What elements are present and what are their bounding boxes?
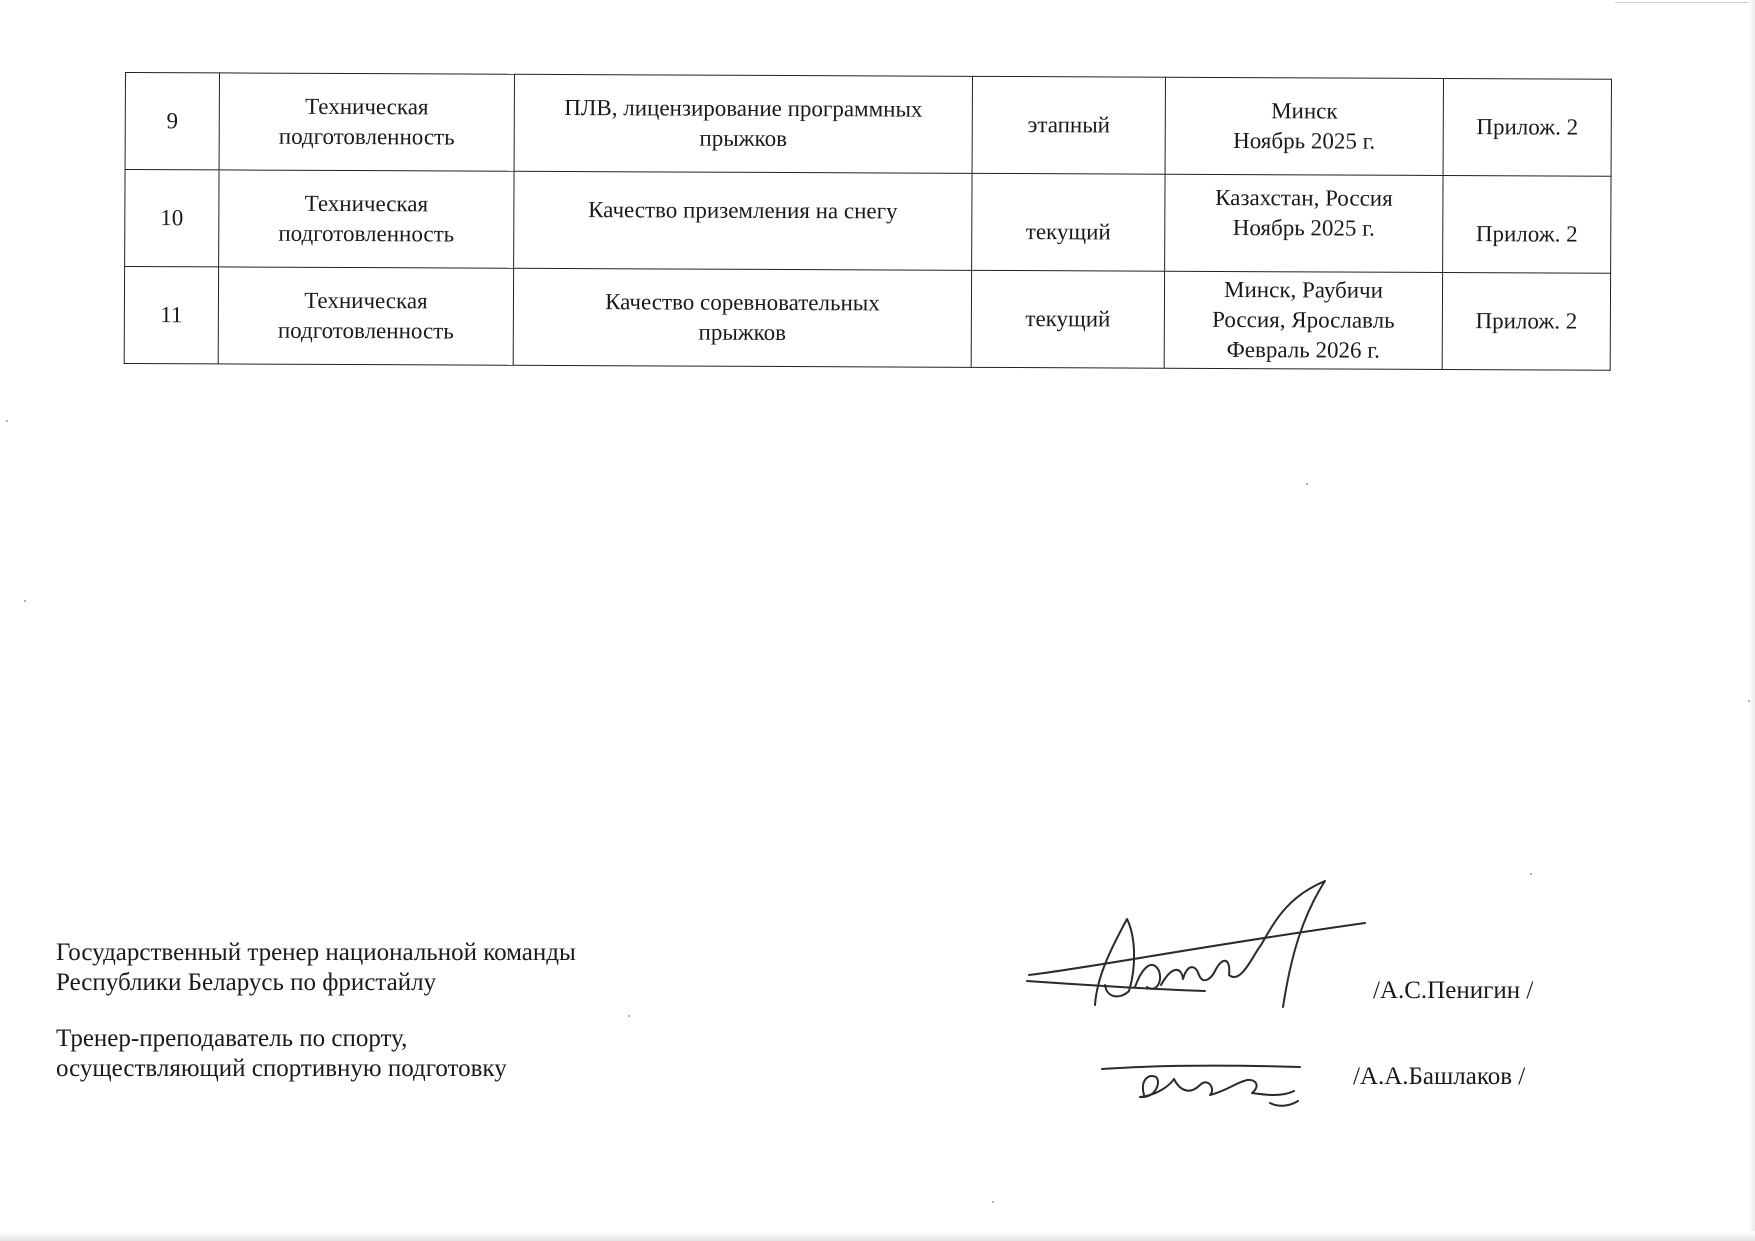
scan-speck bbox=[1530, 873, 1532, 875]
aspect-line: подготовленность bbox=[277, 317, 454, 344]
control-type-cell: текущий bbox=[971, 270, 1164, 368]
place-date-cell bbox=[1164, 271, 1442, 369]
signatory-name-first: /А.С.Пенигин / bbox=[1373, 977, 1534, 1004]
scan-edge-right bbox=[1749, 0, 1755, 1241]
place-line: Минск, Раубичи bbox=[1224, 276, 1384, 303]
scan-edge-bottom bbox=[0, 1231, 1755, 1241]
aspect-line: Техническая bbox=[305, 93, 429, 120]
signatory-title-first: Государственный тренер национальной команды Республики Беларусь по фристайлу bbox=[56, 939, 576, 996]
note-cell: Прилож. 2 bbox=[1443, 78, 1611, 176]
scan-speck bbox=[992, 1201, 994, 1203]
signature-penigin bbox=[1025, 875, 1370, 1020]
place-line: Казахстан, Россия bbox=[1215, 184, 1393, 211]
scan-speck bbox=[6, 420, 8, 422]
aspect-line: подготовленность bbox=[278, 220, 455, 247]
scan-speck bbox=[1748, 700, 1750, 702]
table-row bbox=[125, 73, 1611, 177]
aspect-cell bbox=[219, 170, 514, 268]
date-line: Ноябрь 2025 г. bbox=[1233, 128, 1376, 154]
note-cell: Прилож. 2 bbox=[1442, 272, 1610, 370]
description-line: Качество соревновательных bbox=[605, 289, 880, 316]
table-row bbox=[124, 267, 1610, 371]
aspect-cell bbox=[219, 73, 514, 171]
place-line: Россия, Ярославль bbox=[1212, 306, 1395, 333]
aspect-cell bbox=[218, 267, 513, 365]
description-line: ПЛВ, лицензирование программных bbox=[564, 94, 923, 122]
scan-speck bbox=[1306, 483, 1308, 485]
note-cell: Прилож. 2 bbox=[1443, 175, 1611, 273]
place-line: Минск bbox=[1271, 98, 1338, 124]
description-line: Качество приземления на снегу bbox=[588, 197, 898, 224]
date-line: Февраль 2026 г. bbox=[1226, 337, 1380, 363]
date-line: Ноябрь 2025 г. bbox=[1232, 215, 1375, 241]
signatory-title-second: Тренер-преподаватель по спорту, осуществляющий спортивную подготовку bbox=[56, 1025, 507, 1082]
row-number: 11 bbox=[124, 267, 218, 364]
scan-speck bbox=[628, 1015, 630, 1017]
description-line: прыжков bbox=[699, 125, 788, 152]
control-type-cell: этапный bbox=[972, 76, 1165, 174]
control-table bbox=[124, 72, 1612, 371]
place-date-cell bbox=[1165, 174, 1443, 272]
aspect-line: Техническая bbox=[304, 190, 429, 217]
row-number: 10 bbox=[125, 170, 219, 267]
table-row bbox=[125, 170, 1611, 274]
description-cell bbox=[514, 74, 972, 173]
aspect-line: Техническая bbox=[304, 287, 428, 314]
description-line: прыжков bbox=[698, 319, 787, 346]
description-cell bbox=[513, 268, 971, 367]
row-number: 9 bbox=[125, 73, 219, 170]
signature-bashlakov bbox=[1100, 1055, 1305, 1110]
description-cell bbox=[514, 171, 972, 270]
control-table-wrapper bbox=[124, 72, 1611, 371]
signatory-name-second: /А.А.Башлаков / bbox=[1353, 1063, 1526, 1090]
scan-artifact-top bbox=[1615, 2, 1755, 3]
scan-speck bbox=[24, 600, 26, 602]
control-type-cell: текущий bbox=[972, 173, 1165, 271]
aspect-line: подготовленность bbox=[278, 123, 455, 150]
place-date-cell bbox=[1165, 77, 1443, 175]
